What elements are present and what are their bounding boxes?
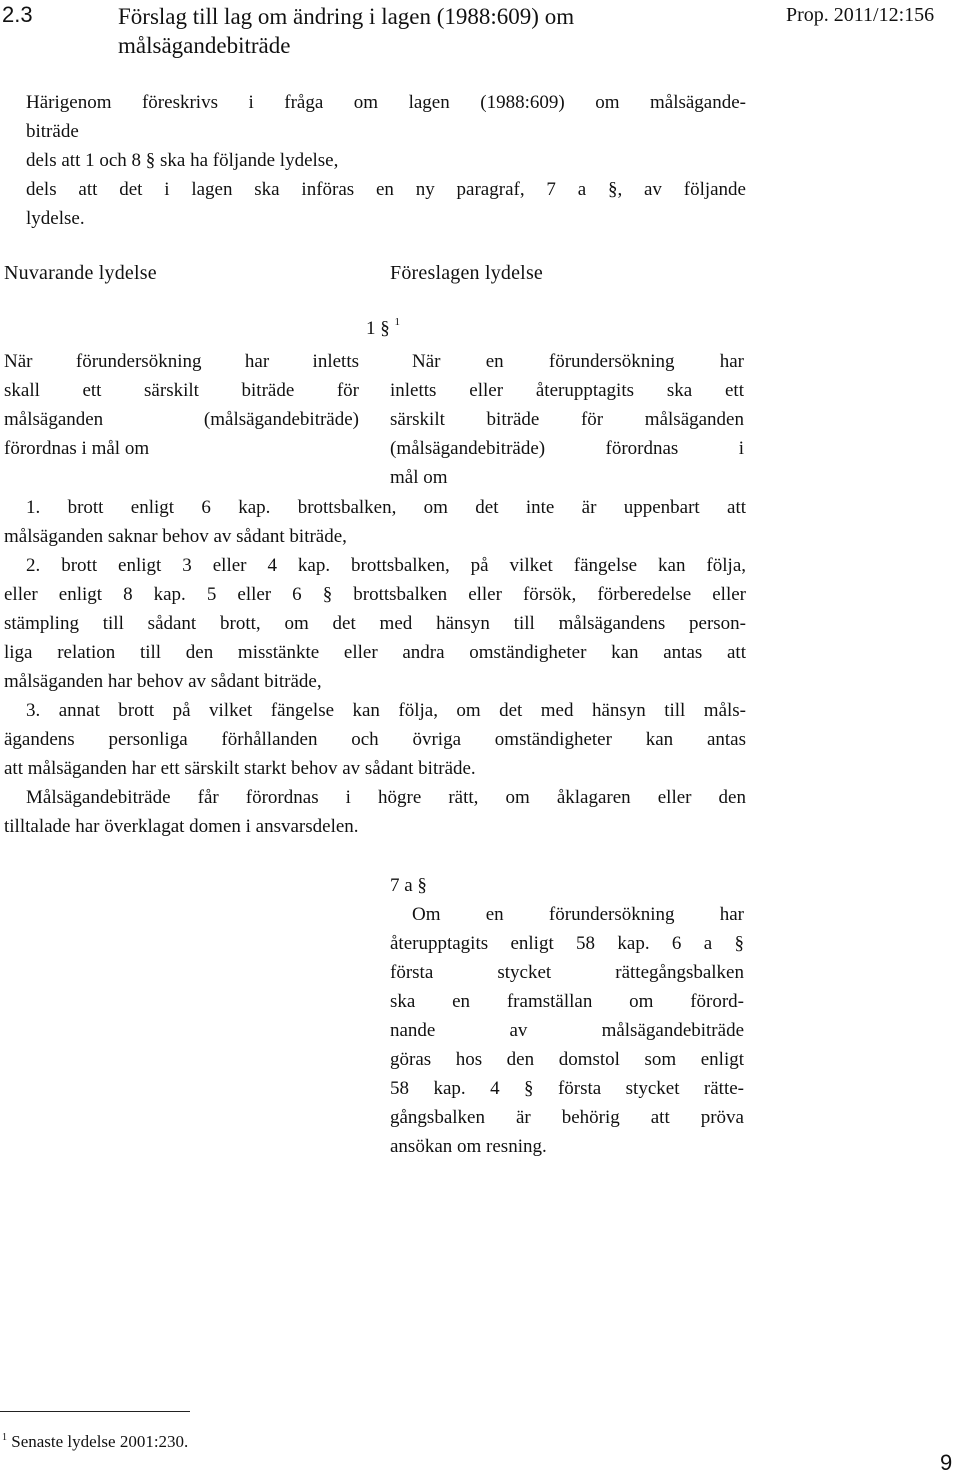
- body-line: ägandens personliga förhållanden och övriga omständigheter kan antas: [4, 729, 746, 750]
- page-number: 9: [940, 1450, 953, 1475]
- intro-line: dels att 1 och 8 § ska ha följande lydelse,: [26, 150, 339, 171]
- current-text-line: När förundersökning har inletts: [4, 351, 359, 372]
- paragraph-7a-line: ska en framställan om förord-: [390, 991, 744, 1012]
- body-line: 1. brott enligt 6 kap. brottsbalken, om det inte är uppenbart att: [26, 497, 746, 518]
- paragraph-7a: [390, 871, 744, 1161]
- section-title-line: målsägandebiträde: [118, 33, 291, 58]
- body-line: 3. annat brott på vilket fängelse kan följa, om det med hänsyn till måls-: [26, 700, 746, 721]
- intro-line: Härigenom föreskrivs i fråga om lagen (1988:609) om målsägande-: [26, 92, 746, 113]
- paragraph-7a-line: nande av målsägandebiträde: [390, 1020, 744, 1041]
- paragraph-7a-line: gångsbalken är behörig att pröva: [390, 1107, 744, 1128]
- current-text-line: skall ett särskilt biträde för: [4, 380, 359, 401]
- proposed-text-line: mål om: [390, 467, 448, 488]
- common-text: [4, 493, 746, 841]
- body-line: stämpling till sådant brott, om det med hänsyn till målsägandens person-: [4, 613, 746, 634]
- footnote: [2, 1432, 188, 1452]
- proposition-reference: Prop. 2011/12:156: [786, 4, 935, 26]
- paragraph-7a-line: 58 kap. 4 § första stycket rätte-: [390, 1078, 744, 1099]
- paragraph-7a-line: ansökan om resning.: [390, 1136, 547, 1157]
- body-line: målsäganden saknar behov av sådant biträde,: [4, 526, 347, 547]
- paragraph-7a-label: 7 a §: [390, 875, 427, 896]
- body-line: att målsäganden har ett särskilt starkt behov av sådant biträde.: [4, 758, 476, 779]
- current-text: [4, 347, 359, 463]
- proposed-text-line: När en förundersökning har: [412, 351, 744, 372]
- intro-line: lydelse.: [26, 208, 85, 229]
- proposed-text: [390, 347, 744, 492]
- section-number: 2.3: [2, 2, 33, 27]
- section-title: [118, 2, 738, 60]
- intro-line: biträde: [26, 121, 79, 142]
- intro-line: dels att det i lagen ska införas en ny paragraf, 7 a §, av följande: [26, 179, 746, 200]
- footnote-divider: [0, 1411, 190, 1412]
- body-line: tilltalade har överklagat domen i ansvarsdelen.: [4, 816, 359, 837]
- body-line: liga relation till den misstänkte eller andra omständigheter kan antas att: [4, 642, 746, 663]
- footnote-reference: 1: [394, 316, 400, 328]
- body-line: eller enligt 8 kap. 5 eller 6 § brottsbalken eller försök, förberedelse eller: [4, 584, 746, 605]
- paragraph-7a-line: återupptagits enligt 58 kap. 6 a §: [390, 933, 744, 954]
- section-title-line: Förslag till lag om ändring i lagen (1988:609) om: [118, 4, 575, 29]
- proposed-text-line: särskilt biträde för målsäganden: [390, 409, 744, 430]
- paragraph-7a-line: göras hos den domstol som enligt: [390, 1049, 744, 1070]
- proposed-text-line: inletts eller återupptagits ska ett: [390, 380, 744, 401]
- column-header-proposed: Föreslagen lydelse: [390, 262, 544, 284]
- intro-paragraph: [26, 88, 746, 233]
- column-header-current: Nuvarande lydelse: [4, 262, 157, 284]
- body-line: Målsägandebiträde får förordnas i högre rätt, om åklagaren eller den: [26, 787, 746, 808]
- paragraph-7a-line: Om en förundersökning har: [412, 904, 744, 925]
- proposed-text-line: (målsägandebiträde) förordnas i: [390, 438, 744, 459]
- paragraph-7a-line: första stycket rättegångsbalken: [390, 962, 744, 983]
- paragraph-label-text: 1 §: [366, 318, 390, 339]
- body-line: målsäganden har behov av sådant biträde,: [4, 671, 322, 692]
- current-text-line: förordnas i mål om: [4, 438, 150, 459]
- paragraph-1-label: [366, 316, 400, 340]
- current-text-line: målsäganden (målsägandebiträde): [4, 409, 359, 430]
- footnote-text: Senaste lydelse 2001:230.: [11, 1432, 189, 1451]
- footnote-marker: 1: [2, 1432, 7, 1443]
- body-line: 2. brott enligt 3 eller 4 kap. brottsbalken, på vilket fängelse kan följa,: [26, 555, 746, 576]
